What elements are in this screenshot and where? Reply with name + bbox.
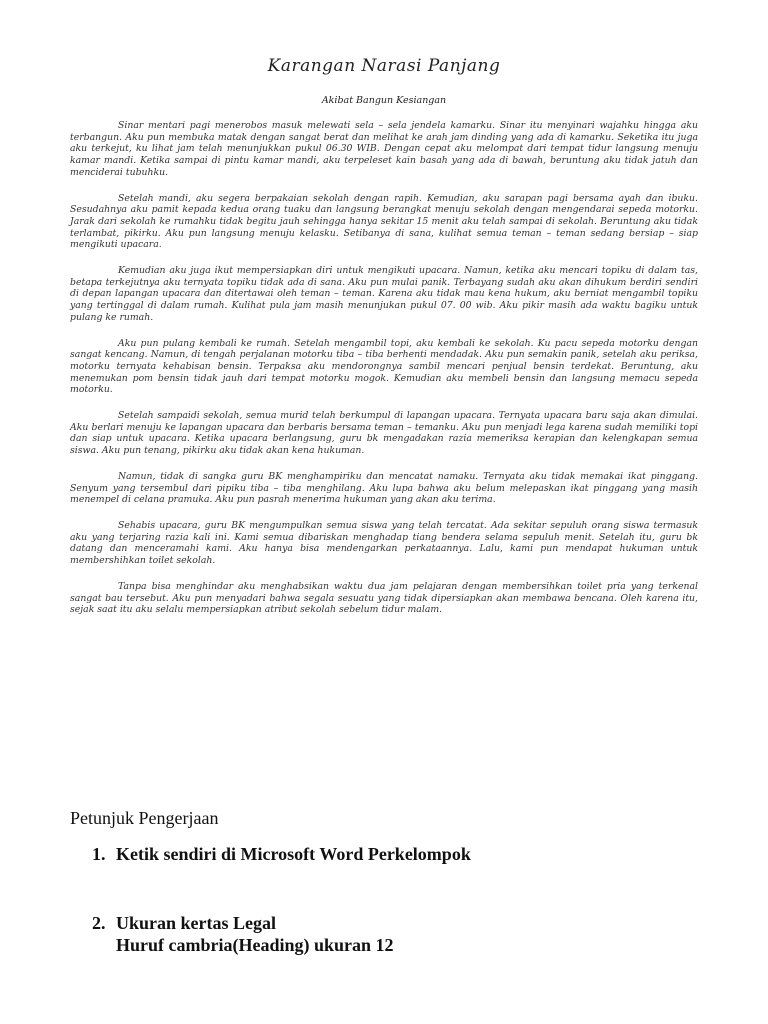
instruction-text-1: Ketik sendiri di Microsoft Word Perkelompok bbox=[116, 844, 471, 864]
instruction-text-2-line-2: Huruf cambria(Heading) ukuran 12 bbox=[116, 935, 394, 955]
paragraph-6: Namun, tidak di sangka guru BK menghampiriku dan mencatat namaku. Ternyata aku tidak memakai ikat pinggang. Senyum yang tersembul dari pipiku tiba – tiba menghilang. Aku lupa bahwa aku belum melepaskan ikat pinggang yang masih menempel di celana pramuka. Aku pun pasrah menerima hukuman yang akan aku terima. bbox=[70, 470, 698, 506]
instruction-text-2-line-1: Ukuran kertas Legal bbox=[116, 913, 277, 933]
paragraph-4: Aku pun pulang kembali ke rumah. Setelah mengambil topi, aku kembali ke sekolah. Ku pacu sepeda motorku dengan sangat kencang. Namun, di tengah perjalanan motorku tiba – tiba berhenti mendadak. Aku pun semakin panik, setelah aku periksa, motorku ternyata kehabisan bensin. Terpaksa aku mendorongnya sambil mencari penjual bensin terdekat. Beruntung, aku menemukan pom bensin tidak jauh dari tempat motorku mogok. Kemudian aku membeli bensin dan langsung memacu sepeda motorku. bbox=[70, 337, 698, 396]
paragraph-5: Setelah sampaidi sekolah, semua murid telah berkumpul di lapangan upacara. Ternyata upacara baru saja akan dimulai. Aku berlari menuju ke lapangan upacara dan berbaris bersama teman – temanku. Aku pun menjadi lega karena sudah memiliki topi dan siap untuk upacara. Ketika upacara berlangsung, guru bk mengadakan razia memeriksa kerapian dan kelengkapan semua siswa. Aku pun tenang, pikirku aku tidak akan kena hukuman. bbox=[70, 410, 698, 457]
instruction-number-2: 2. bbox=[92, 913, 106, 933]
paragraph-3: Kemudian aku juga ikut mempersiapkan diri untuk mengikuti upacara. Namun, ketika aku mencari topiku di dalam tas, betapa terkejutnya aku ternyata topiku tidak ada di sana. Aku pun mulai panik. Terbayang sudah aku akan dihukum berdiri sendiri di depan lapangan upacara dan ditertawai oleh teman – teman. Karena aku tidak mau kena hukum, aku berniat mengambil topiku yang tertinggal di dalam rumah. Kulihat pula jam masih menunjukan pukul 07. 00 wib. Aku pikir masih ada waktu bagiku untuk pulang ke rumah. bbox=[70, 265, 698, 323]
paragraph-1: Sinar mentari pagi menerobos masuk melewati sela – sela jendela kamarku. Sinar itu menyinari wajahku hingga aku terbangun. Aku pun membuka matak dengan sangat berat dan melihat ke arah jam dinding yang ada di kamarku. Seketika itu juga aku terkejut, ku lihat jam telah menunjukkan pukul 06.30 WIB. Dengan cepat aku melompat dari tempat tidur langsung menuju kamar mandi. Ketika sampai di pintu kamar mandi, aku terpeleset kain basah yang ada di bawah, beruntung aku tidak jatuh dan menciderai tubuhku. bbox=[70, 120, 698, 178]
instructions-heading: Petunjuk Pengerjaan bbox=[70, 808, 219, 828]
instruction-item-1 bbox=[92, 843, 710, 865]
instruction-item-2 bbox=[92, 912, 710, 956]
paragraph-2: Setelah mandi, aku segera berpakaian sekolah dengan rapih. Kemudian, aku sarapan pagi bersama ayah dan ibuku. Sesudahnya aku pamit kepada kedua orang tuaku dan langsung berangkat menuju sekolah dengan mengendarai sepeda motorku. Jarak dari sekolah ke rumahku tidak begitu jauh sehingga hanya sekitar 15 menit aku telah sampai di sekolah. Beruntung aku tidak terlambat, pikirku. Aku pun langsung menuju kelasku. Setibanya di sana, kulihat semua teman – teman sedang bersiap – siap mengikuti upacara. bbox=[70, 192, 698, 251]
story-body bbox=[70, 120, 698, 630]
paragraph-8: Tanpa bisa menghindar aku menghabsikan waktu dua jam pelajaran dengan membersihkan toilet pria yang terkenal sangat bau tersebut. Aku pun menyadari bahwa segala sesuatu yang tidak dipersiapkan akan membawa bencana. Oleh karena itu, sejak saat itu aku selalu mempersiapkan atribut sekolah sebelum tidur malam. bbox=[70, 580, 698, 616]
paragraph-7: Sehabis upacara, guru BK mengumpulkan semua siswa yang telah tercatat. Ada sekitar sepuluh orang siswa termasuk aku yang terjaring razia kali ini. Kami semua dibariskan menghadap tiang bendera selama sepuluh menit. Setelah itu, guru bk datang dan menceramahi kami. Aku hanya bisa mendengarkan perkataannya. Lalu, kami pun mendapat hukuman untuk membershihkan toilet sekolah. bbox=[70, 519, 698, 567]
document-subtitle: Akibat Bangun Kesiangan bbox=[321, 95, 447, 106]
instructions-section bbox=[70, 808, 710, 956]
instruction-number-1: 1. bbox=[92, 844, 106, 864]
document-title: Karangan Narasi Panjang bbox=[267, 56, 501, 76]
